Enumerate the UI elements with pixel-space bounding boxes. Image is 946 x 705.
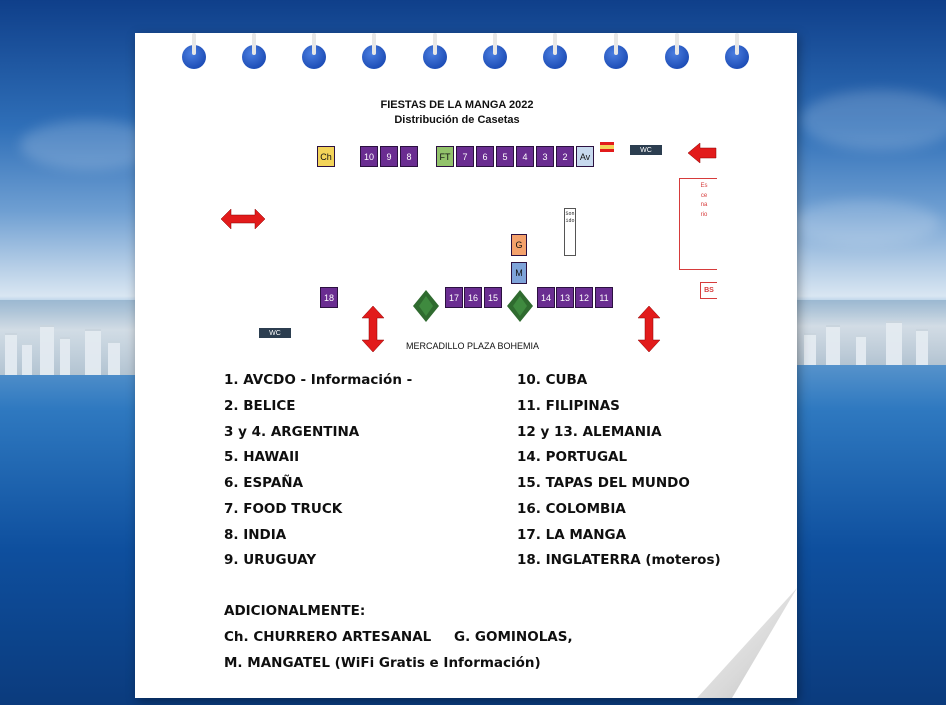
- city-skyline-left: [0, 300, 135, 375]
- legend-item-6: 6. ESPAÑA: [224, 475, 304, 491]
- legend-item-8: 8. INDIA: [224, 527, 287, 543]
- legend-item-17: 17. LA MANGA: [517, 527, 627, 543]
- booth-5: 5: [496, 146, 514, 167]
- legend-item-16: 16. COLOMBIA: [517, 501, 626, 517]
- booth-18: 18: [320, 287, 338, 308]
- booth-2: 2: [556, 146, 574, 167]
- map-title-line1: FIESTAS DE LA MANGA 2022: [380, 99, 534, 111]
- stage-label: Escenario: [700, 183, 708, 218]
- legend-item-14: 14. PORTUGAL: [517, 449, 628, 465]
- additional-heading: ADICIONALMENTE:: [224, 603, 366, 619]
- tree-icon: [507, 290, 533, 322]
- booth-14: 14: [537, 287, 555, 308]
- booth-av: Av: [576, 146, 594, 167]
- sound-booth-label: Sonido: [564, 208, 576, 256]
- additional-mangatel: M. MANGATEL (WiFi Gratis e Información): [224, 655, 541, 671]
- booth-ft: FT: [436, 146, 454, 167]
- legend-item-1: 1. AVCDO - Información -: [224, 372, 413, 388]
- tree-icon: [413, 290, 439, 322]
- booth-m: M: [511, 262, 527, 284]
- booth-15: 15: [484, 287, 502, 308]
- booth-ch: Ch: [317, 146, 335, 167]
- booth-8: 8: [400, 146, 418, 167]
- booth-12: 12: [575, 287, 593, 308]
- wc-sign-bottom: WC: [259, 328, 291, 338]
- booth-7: 7: [456, 146, 474, 167]
- legend-item-7: 7. FOOD TRUCK: [224, 501, 343, 517]
- wc-sign-top: WC: [630, 145, 662, 155]
- legend-item-2: 2. BELICE: [224, 398, 296, 414]
- additional-gominolas: G. GOMINOLAS,: [454, 629, 573, 645]
- notepad-page: [135, 33, 797, 698]
- legend-item-3-4: 3 y 4. ARGENTINA: [224, 424, 360, 440]
- map-subtitle: Distribución de Casetas: [394, 114, 520, 126]
- booth-13: 13: [556, 287, 574, 308]
- bs-box: BS: [700, 282, 717, 299]
- legend-item-15: 15. TAPAS DEL MUNDO: [517, 475, 690, 491]
- booth-4: 4: [516, 146, 534, 167]
- flag-icon: [600, 142, 614, 152]
- booth-16: 16: [464, 287, 482, 308]
- legend-item-10: 10. CUBA: [517, 372, 588, 388]
- additional-churros: Ch. CHURRERO ARTESANAL: [224, 629, 432, 645]
- legend-item-18: 18. INGLATERRA (moteros): [517, 552, 721, 568]
- legend-item-5: 5. HAWAII: [224, 449, 300, 465]
- booth-11: 11: [595, 287, 613, 308]
- cloud: [800, 90, 946, 150]
- double-arrow-vertical-icon: [362, 306, 384, 352]
- booth-g: G: [511, 234, 527, 256]
- legend-item-9: 9. URUGUAY: [224, 552, 317, 568]
- map-title: [372, 98, 542, 128]
- booth-6: 6: [476, 146, 494, 167]
- legend-item-11: 11. FILIPINAS: [517, 398, 620, 414]
- double-arrow-vertical-icon: [638, 306, 660, 352]
- legend-item-12-13: 12 y 13. ALEMANIA: [517, 424, 662, 440]
- booth-3: 3: [536, 146, 554, 167]
- city-skyline-right: [796, 300, 946, 365]
- market-label: MERCADILLO PLAZA BOHEMIA: [406, 341, 540, 351]
- stage-box: [679, 178, 717, 270]
- booth-10: 10: [360, 146, 378, 167]
- cloud: [790, 200, 940, 245]
- booth-9: 9: [380, 146, 398, 167]
- double-arrow-horizontal-icon: [221, 209, 265, 229]
- booth-17: 17: [445, 287, 463, 308]
- arrow-left-icon: [688, 143, 716, 163]
